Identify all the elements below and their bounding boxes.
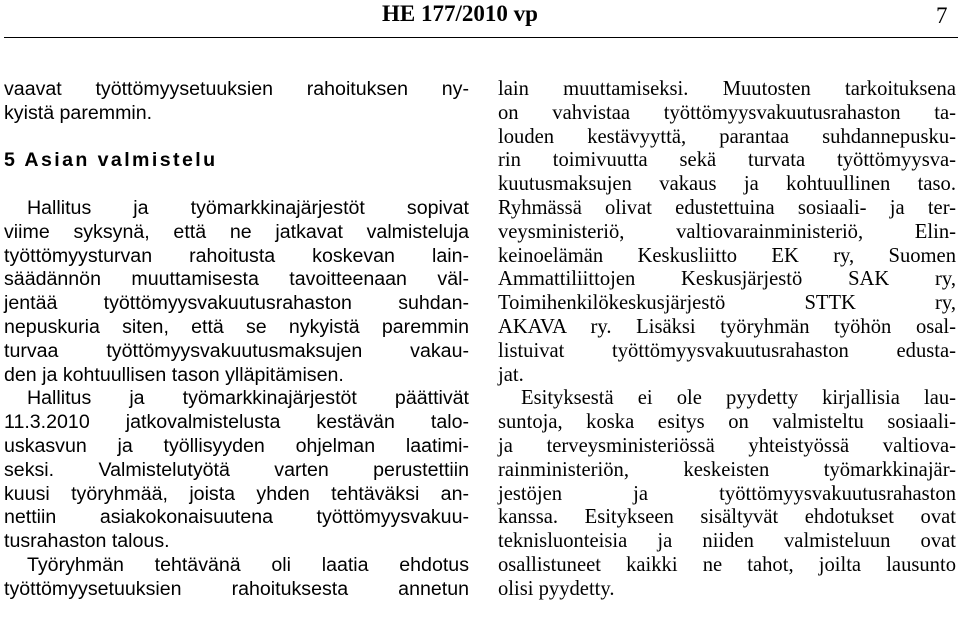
text-line: ja terveysministeriössä yhteistyössä valtiova- [498,434,956,457]
text-line: nettiin asiakokonaisuutena työttömyysvakuu- [4,506,469,529]
text-line: työttömyysturvan rahoitusta koskevan lain- [4,244,469,267]
text-line: Hallitus ja työmarkkinajärjestöt päättivät [27,387,469,410]
text-line: den ja kohtuullisen tason ylläpitämisen. [4,363,344,386]
text-line: viime syksynä, että ne jatkavat valmisteluja [4,220,469,243]
text-line: olisi pyydetty. [498,577,615,600]
text-line: Työryhmän tehtävänä oli laatia ehdotus [27,553,469,576]
paragraph [498,78,956,387]
text-line: rainministeriön, keskeisten työmarkkinajär- [498,458,956,481]
text-line: jentää työttömyysvakuutusrahaston suhdan- [4,292,469,315]
text-line: kuusi työryhmää, joista yhden tehtäväksi an- [4,482,469,505]
document-header-title: HE 177/2010 vp [382,1,538,26]
text-line: veysministeriö, valtiovarainministeriö, Elin- [498,220,956,243]
paragraph [498,387,956,601]
text-line: jestöjen ja työttömyysvakuutusrahaston [498,482,956,505]
header-rule [4,37,958,38]
left-column [4,78,469,602]
text-line: Esityksestä ei ole pyydetty kirjallisia lau- [521,387,956,410]
text-line: säädännön muuttamisesta tavoitteenaan väl- [4,268,469,291]
paragraph [4,554,469,602]
section-heading: 5 Asian valmistelu [4,149,218,172]
text-line: jat. [498,363,524,386]
text-line: rin toimivuutta sekä turvata työttömyysva- [498,149,956,172]
text-line: turvaa työttömyysvakuutusmaksujen vakau- [4,339,469,362]
text-line: AKAVA ry. Lisäksi työryhmän työhön osal- [498,315,956,338]
text-line: on vahvistaa työttömyysvakuutusrahaston ta- [498,101,956,124]
text-line: seksi. Valmistelutyötä varten perustettiin [4,458,469,481]
text-line: lain muuttamiseksi. Muutosten tarkoituksena [498,78,956,100]
page-number: 7 [936,3,948,28]
text-line: kyistä paremmin. [4,101,153,124]
text-line: kanssa. Esitykseen sisältyvät ehdotukset ovat [498,506,956,529]
text-line: työttömyysetuuksien rahoituksesta annetun [4,577,469,600]
text-line: nepuskuria siten, että se nykyistä paremmin [4,315,469,338]
paragraph [4,197,469,387]
right-column [498,78,956,602]
text-line: vaavat työttömyysetuuksien rahoituksen ny- [4,78,469,100]
text-line: louden kestävyyttä, parantaa suhdannepusku- [498,125,956,148]
text-line: kuutusmaksujen vakaus ja kohtuullinen taso. [498,173,956,196]
text-line: Toimihenkilökeskusjärjestö STTK ry, [498,292,956,315]
text-line: Hallitus ja työmarkkinajärjestöt sopivat [27,196,469,219]
text-line: uskasvun ja työllisyyden ohjelman laatimi- [4,434,469,457]
text-line: 11.3.2010 jatkovalmistelusta kestävän talo- [4,411,469,434]
text-line: suntoja, koska esitys on valmisteltu sosiaali- [498,411,956,434]
text-line: teknisluonteisia ja niiden valmisteluun ovat [498,530,956,553]
text-line: Ryhmässä olivat edustettuina sosiaali- ja ter- [498,196,956,219]
text-line: listuivat työttömyysvakuutusrahaston edusta- [498,339,956,362]
text-line: Ammattiliittojen Keskusjärjestö SAK ry, [498,268,956,291]
text-line: osallistuneet kaikki ne tahot, joilta lausunto [498,553,956,576]
text-line: tusrahaston talous. [4,530,170,553]
text-line: keinoelämän Keskusliitto EK ry, Suomen [498,244,956,267]
paragraph [4,387,469,554]
